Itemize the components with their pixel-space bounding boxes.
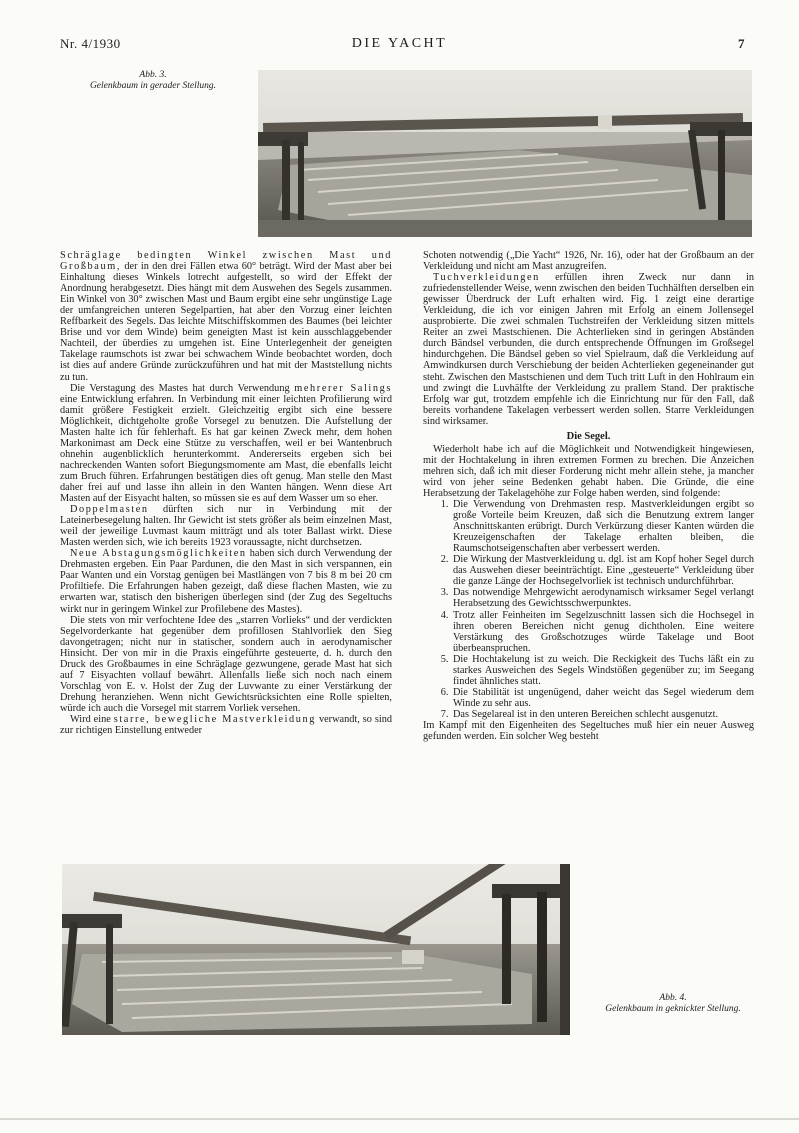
list-item: 4. Trotz aller Feinheiten im Segelzuschnitt lassen sich die Hochsegel in ihren oberen Bereichen nicht genug dichtholen. Eine weitere Verstärkung des Großschotzuges würde Takelage und Boot überbeanspruchen. xyxy=(451,610,754,654)
issue-number: Nr. 4/1930 xyxy=(60,36,121,51)
paragraph: Die Verstagung des Mastes hat durch Verwendung mehrerer Salings eine Entwicklung erfahren. In Verbindung mit einer leichten Profilierung wird damit größere Festigkeit erzielt. Gleichzeitig ergibt sich eine bessere Möglichkeit, dichtgeholte große Vorsegel zu benutzen. Die Aufstellung der Masten halte ich für fehlerhaft. Es hat gar keinen Zweck mehr, dem hohen Markonimast am Deck eine Stütze zu verschaffen, weil er bei Wantenbruch ohnehin augenblicklich herunterkommt. Andererseits ergeben sich bei nachreckenden Wanten sofort Biegungsmomente am Mast, die ebenfalls leicht zum Bruch führen. Erfahrungen bestätigen dies oft genug. Man stelle den Mast daher frei auf und lasse ihn allein in den Wanten hängen. Wenn diese Art Masten auf der Eisyacht halten, so müssen sie es auf dem Wasser um so eher. xyxy=(60,382,392,505)
section-heading: Die Segel. xyxy=(566,430,611,442)
paragraph: Tuchverkleidungen erfüllen ihren Zweck nur dann in zufriedenstellender Weise, wenn zwischen den beiden Tuchhälften derselben ein gewisser Überdruck der Luft erhalten wird. Fig. 1 zeigt eine derartige Verkleidung, die ich vor einigen Jahren mit Erfolg an einem Jollensegel ausprobierte. Die zwei schmalen Tuchstreifen der Verkleidung sitzen mittels Reiter an zwei Mastschienen. Die Achterlieken sind in geringen Abständen durch Bändsel verbunden, die durch entsprechende Öffnungen im Großsegel hindurchgehen. Die Bändsel geben so viel Spielraum, daß die Verkleidung auf Amwindkursen durch Verschiebung der beiden Achterlieken gegeneinander gut steht. Zwischen den Mastschienen und dem Tuch tritt Luft in den Hohlraum ein und zwingt die Luvhälfte der Verkleidung zu prallem Stand. Der praktische Erfolg war gut, trotzdem empfehle ich die Einrichtung nur für den Fall, daß bereits vorhandene Takelagen verbessert werden sollen. Starre Verkleidungen sind wirksamer. xyxy=(423,272,754,427)
reasons-list xyxy=(423,499,754,720)
list-item: 7. Das Segelareal ist in den unteren Bereichen schlecht ausgenutzt. xyxy=(451,709,754,720)
paragraph: Im Kampf mit den Eigenheiten des Segeltuches muß hier ein neuer Ausweg gefunden werden. Ein solcher Weg besteht xyxy=(423,719,754,743)
paragraph: Schoten notwendig („Die Yacht“ 1926, Nr. 16), oder hat der Großbaum an der Verkleidung und nicht am Mast anzugreifen. xyxy=(423,250,754,273)
page-number: 7 xyxy=(738,36,745,51)
right-column xyxy=(423,250,754,742)
paragraph: Die stets von mir verfochtene Idee des „starren Vorlieks“ und der verdickten Segelvorderkante hat gegenüber dem profillosen Stahlvorliek den Sieg davongetragen; nicht nur in statischer, sondern auch in aerodynamischer Hinsicht. Der von mir in die Praxis eingeführte gesteuerte, d. h. durch den Druck des Großbaumes in eine Schräglage gezwungene, gerade Mast hat sich auf 7 Eisyachten vollauf bewährt. Allenfalls ließe sich noch nach einem Vorschlag von E. v. Holst der Zug der Luvwante zu einer Verstärkung der Drehung heranziehen. Wenn nicht Gewichtsrücksichten eine Rolle spielten, würde ich auch die Vorsegel mit starrem Vorliek versehen. xyxy=(60,614,392,714)
paragraph: Doppelmasten dürften sich nur in Verbindung mit der Lateinerbesegelung halten. Ihr Gewicht ist stets größer als beim einzelnen Mast, weil der jeweilige Luvmast kaum mitträgt und als toter Ballast wirkt. Diese Masten werden sich, wie ich bereits 1923 voraussagte, nicht durchsetzen. xyxy=(60,504,392,549)
figure-3-caption-text: Gelenkbaum in gerader Stellung. xyxy=(89,81,217,91)
paragraph: Schräglage bedingten Winkel zwischen Mast und Großbaum, der in den drei Fällen etwa 60° beträgt. Wird der Mast aber bei Einhaltung dieses Winkels lotrecht aufgestellt, so wird der Effekt der Anordnung herabgesetzt. Dies hängt mit dem Auswehen des Segels zusammen. Ein Winkel von 30° zwischen Mast und Baum ergibt eine sehr ungünstige Lage der umfangreichen unteren Segelpartien, hat aber den Vorzug einer leichten Reffbarkeit des Segels. Das leichte Mitschiffskommen des Baumes (bei leichter Brise und vor dem Winde) beim geneigten Mast ist kein ausschlaggebender Nachteil, der überdies zu umgehen ist. Eine Unterlegenheit der geneigten Takelage raumschots ist zwar bei schwachem Winde beobachtet worden, doch ist dies auf andere Gründe zurückzuführen und hat mit der Maststellung nichts zu tun. xyxy=(60,250,392,383)
left-column xyxy=(60,250,392,736)
figure-3-photo xyxy=(258,70,752,237)
list-item: 2. Die Wirkung der Mastverkleidung u. dgl. ist am Kopf hoher Segel durch das Auswehen dieser beeinträchtigt. Eine „gesteuerte“ Verkleidung über die ganze Länge der Hochsegelvorliek ist technisch undurchführbar. xyxy=(451,554,754,587)
paragraph: Wird eine starre, bewegliche Mastverkleidung verwandt, so sind zur richtigen Einstellung entweder xyxy=(60,713,392,737)
paragraph: Wiederholt habe ich auf die Möglichkeit und Notwendigkeit hingewiesen, mit der Hochtakelung in ihren extremen Formen zu brechen. Die Anzeichen mehren sich, daß ich mit dieser Forderung nicht mehr allein stehe, ja mancher wird von jeher seine Bedenken gehabt haben. Die Gründe, die eine Herabsetzung der Takelagehöhe zur Folge haben werden, sind folgende: xyxy=(423,443,754,499)
page-edge-shadow xyxy=(0,1118,799,1120)
figure-4-label: Abb. 4. xyxy=(659,993,687,1003)
figure-3-caption xyxy=(62,70,244,92)
list-item: 1. Die Verwendung von Drehmasten resp. Mastverkleidungen ergibt so große Vorteile beim Kreuzen, daß sich die Benutzung extrem langer Anschnittskanten erübrigt. Durch Verkürzung dieser Kanten würden die Kreuzeigenschaften der Takelage erhalten bleiben, die Raumschotseigenschaften aber verbessert werden. xyxy=(451,499,754,554)
figure-4-caption xyxy=(588,993,758,1015)
figure-3-label: Abb. 3. xyxy=(139,70,167,80)
magazine-title: DIE YACHT xyxy=(351,36,448,51)
list-item: 6. Die Stabilität ist ungenügend, daher weicht das Segel wiederum dem Winde zu sehr aus. xyxy=(451,687,754,709)
hinged-boom-bent-image xyxy=(62,864,570,1035)
figure-4-caption-text: Gelenkbaum in geknickter Stellung. xyxy=(605,1004,741,1014)
hinged-boom-straight-image xyxy=(258,70,752,237)
list-item: 5. Die Hochtakelung ist zu weich. Die Reckigkeit des Tuchs läßt ein zu starkes Ausweichen des Segels Windstößen gegenüber zu; im Seegang findet ähnliches statt. xyxy=(451,654,754,687)
list-item: 3. Das notwendige Mehrgewicht aerodynamisch wirksamer Segel verlangt Herabsetzung des Gewichtsschwerpunktes. xyxy=(451,587,754,609)
paragraph: Neue Abstagungsmöglichkeiten haben sich durch Verwendung der Drehmasten ergeben. Ein Paar Pardunen, die den Mast in sich verspannen, ein Paar Wanten und ein Vorstag genügen bei Mastlängen von 7 bis 8 m bei 20 cm Profiltiefe. Die Erfahrungen haben gezeigt, daß diese flachen Masten, wie zu erwarten war, statisch den bisherigen überlegen sind (der Zug des Segeltuchs wirkt nur in geringem Winkel zur Profilebene des Mastes). xyxy=(60,548,392,615)
figure-4-photo xyxy=(62,864,570,1035)
